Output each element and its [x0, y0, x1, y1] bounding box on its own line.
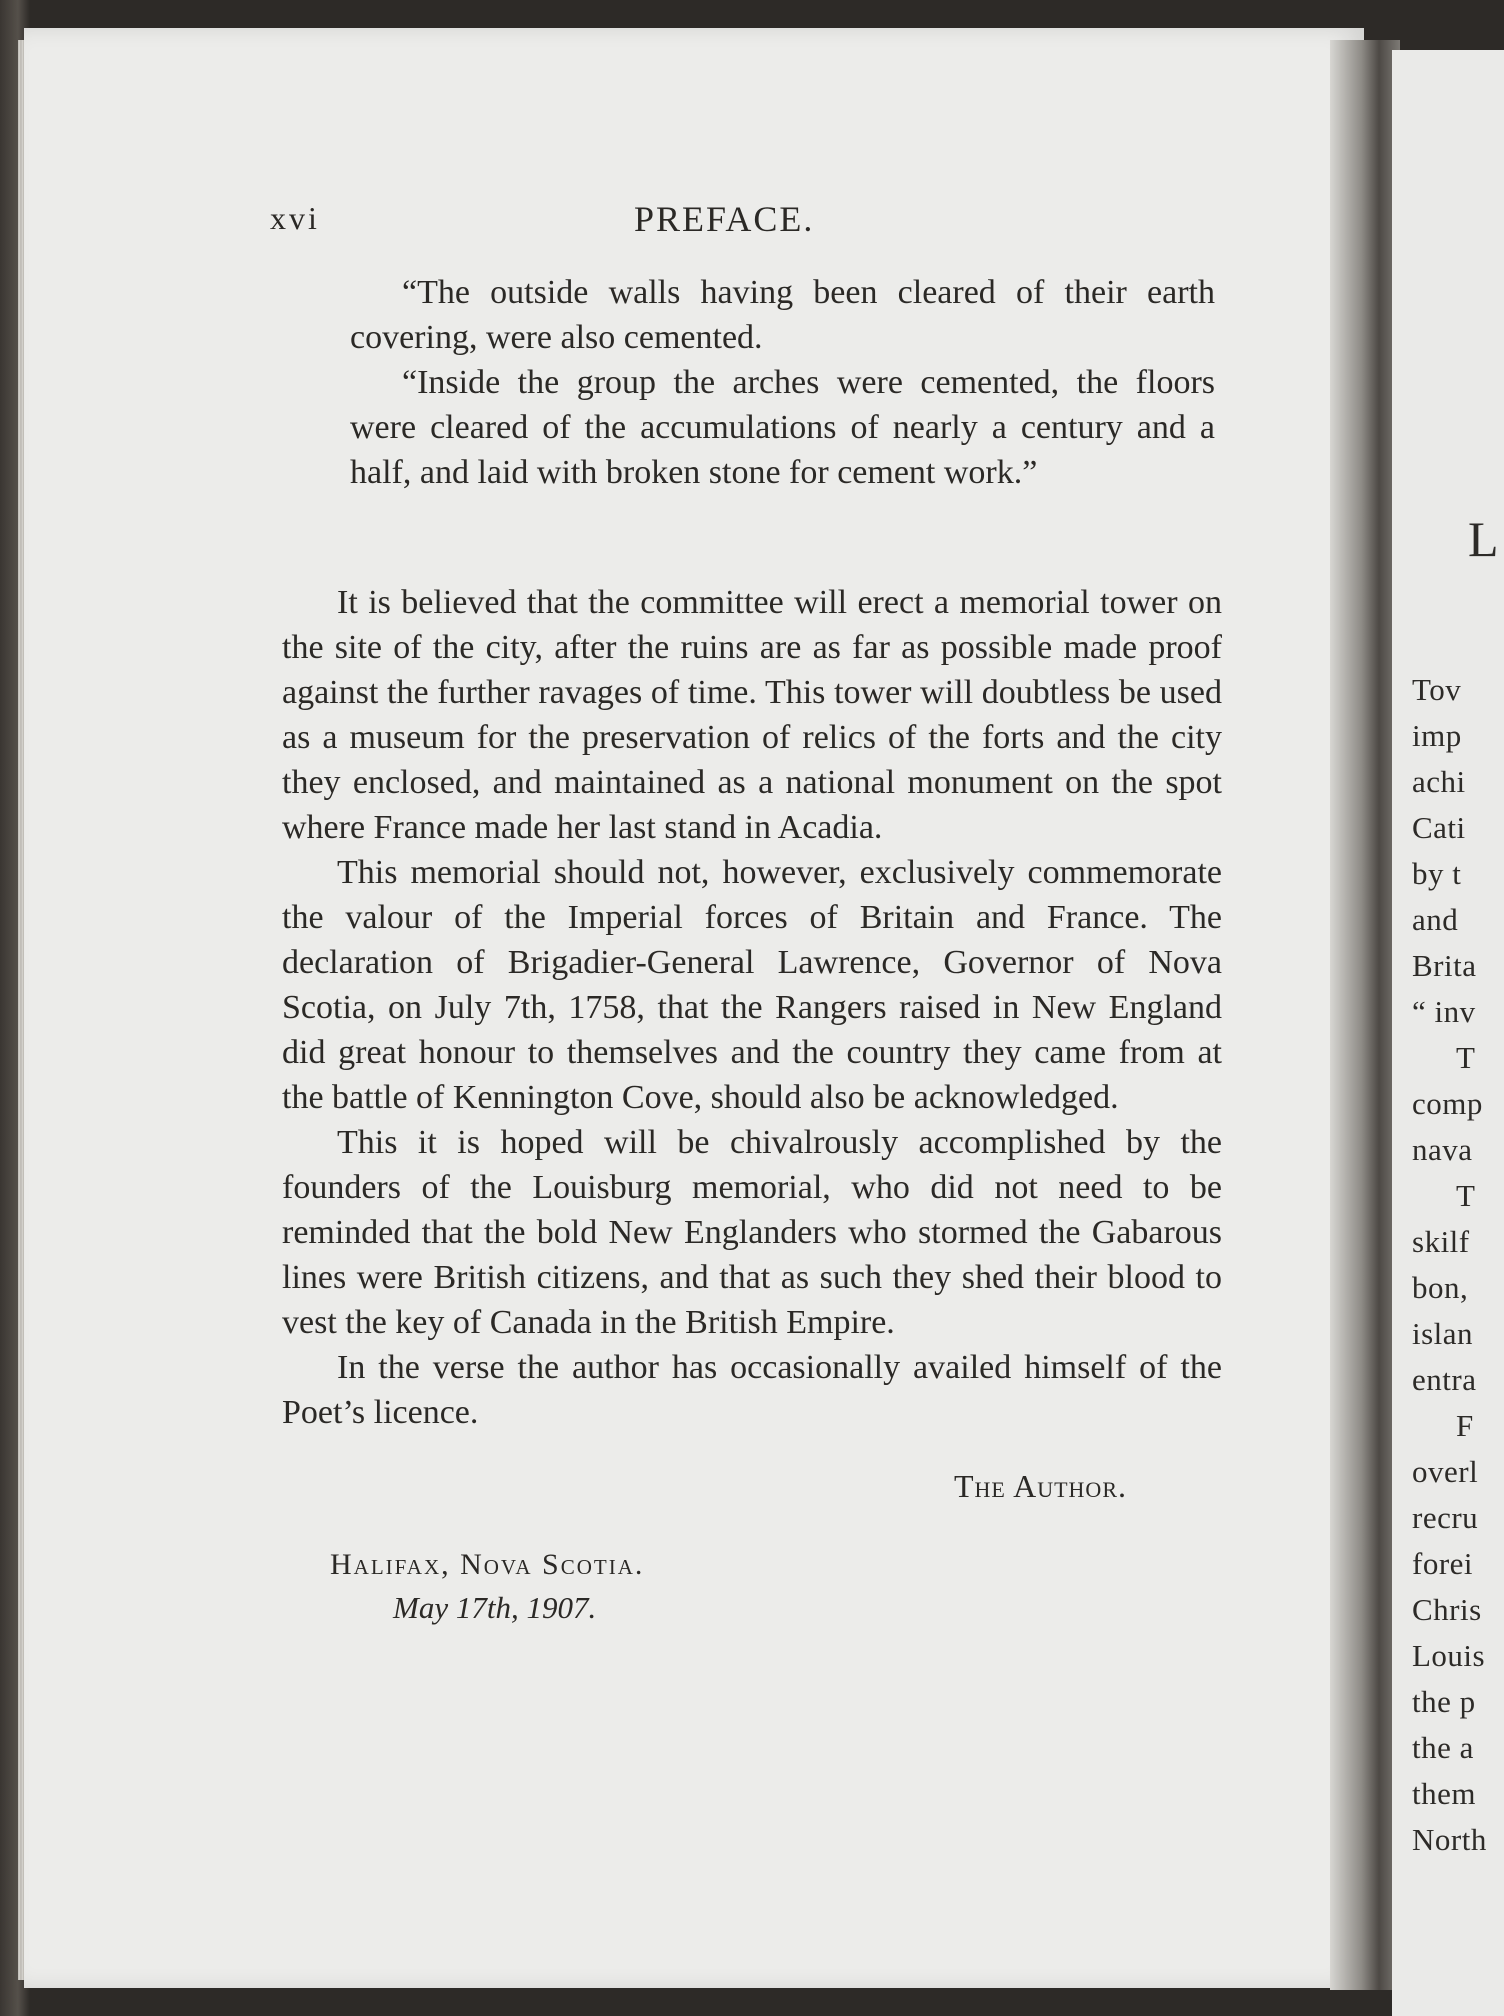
facing-page-line: T	[1456, 1040, 1476, 1075]
facing-page-line: Chris	[1412, 1592, 1482, 1627]
body-paragraph: In the verse the author has occasionally availed himself of the Poet’s licence.	[282, 1349, 1222, 1431]
facing-page-line: “ inv	[1412, 994, 1476, 1029]
facing-page-line: the a	[1412, 1730, 1474, 1765]
facing-page-line: the p	[1412, 1684, 1476, 1719]
body-paragraph: It is believed that the committee will erect a memorial tower on the site of the city, after the ruins are as far as possible made proof against the further ravages of time. This tower will doubtless be used as a museum for the preservation of relics of the forts and the city they enclosed, and maintained as a national monument on the spot where France made her last stand in Acadia.	[282, 584, 1222, 846]
quote-paragraph: “Inside the group the arches were cemented, the floors were cleared of the accumulations of nearly a century and a half, and laid with broken stone for cement work.”	[350, 364, 1215, 491]
facing-page-line: North	[1412, 1822, 1487, 1857]
facing-page-line: overl	[1412, 1454, 1479, 1489]
page-number: xvi	[270, 200, 320, 236]
preface-body	[282, 580, 1222, 1435]
facing-page-line: and	[1412, 902, 1459, 937]
facing-page-heading: L	[1468, 511, 1499, 567]
facing-page-line: skilf	[1412, 1224, 1470, 1259]
facing-page-line: them	[1412, 1776, 1476, 1811]
facing-page-line: F	[1456, 1408, 1474, 1443]
facing-page-line: islan	[1412, 1316, 1474, 1351]
facing-page-line: T	[1456, 1178, 1476, 1213]
facing-page-line: comp	[1412, 1086, 1483, 1121]
date-line: May 17th, 1907.	[393, 1590, 597, 1625]
quoted-passage	[350, 270, 1215, 495]
facing-page-line: bon,	[1412, 1270, 1469, 1305]
place-line: Halifax, Nova Scotia.	[330, 1548, 645, 1581]
book-gutter	[1330, 40, 1400, 1990]
facing-page-line: entra	[1412, 1362, 1477, 1397]
facing-page-line: imp	[1412, 718, 1462, 753]
running-head: PREFACE.	[634, 199, 815, 239]
facing-page-line: Cati	[1412, 810, 1466, 845]
facing-page-line: by t	[1412, 856, 1462, 891]
facing-page-line: Louis	[1412, 1638, 1486, 1673]
facing-page-line: forei	[1412, 1546, 1474, 1581]
facing-page-line: achi	[1412, 764, 1466, 799]
body-paragraph: This it is hoped will be chivalrously accomplished by the founders of the Louisburg memorial, who did not need to be reminded that the bold New Englanders who stormed the Gabarous lines were British citizens, and that as such they shed their blood to vest the key of Canada in the British Empire.	[282, 1124, 1222, 1341]
body-paragraph: This memorial should not, however, exclusively commemorate the valour of the Imperial forces of Britain and France. The declaration of Brigadier-General Lawrence, Governor of Nova Scotia, on July 7th, 1758, that the Rangers raised in New England did great honour to themselves and the country they came from at the battle of Kennington Cove, should also be acknowledged.	[282, 854, 1222, 1116]
facing-page-line: Brita	[1412, 948, 1477, 983]
facing-page-line: recru	[1412, 1500, 1479, 1535]
facing-page-line: Tov	[1412, 672, 1462, 707]
facing-page-line: nava	[1412, 1132, 1473, 1167]
facing-page	[1392, 50, 1504, 2016]
author-signature: The Author.	[954, 1468, 1127, 1504]
quote-paragraph: “The outside walls having been cleared of their earth covering, were also cemented.	[350, 274, 1215, 356]
